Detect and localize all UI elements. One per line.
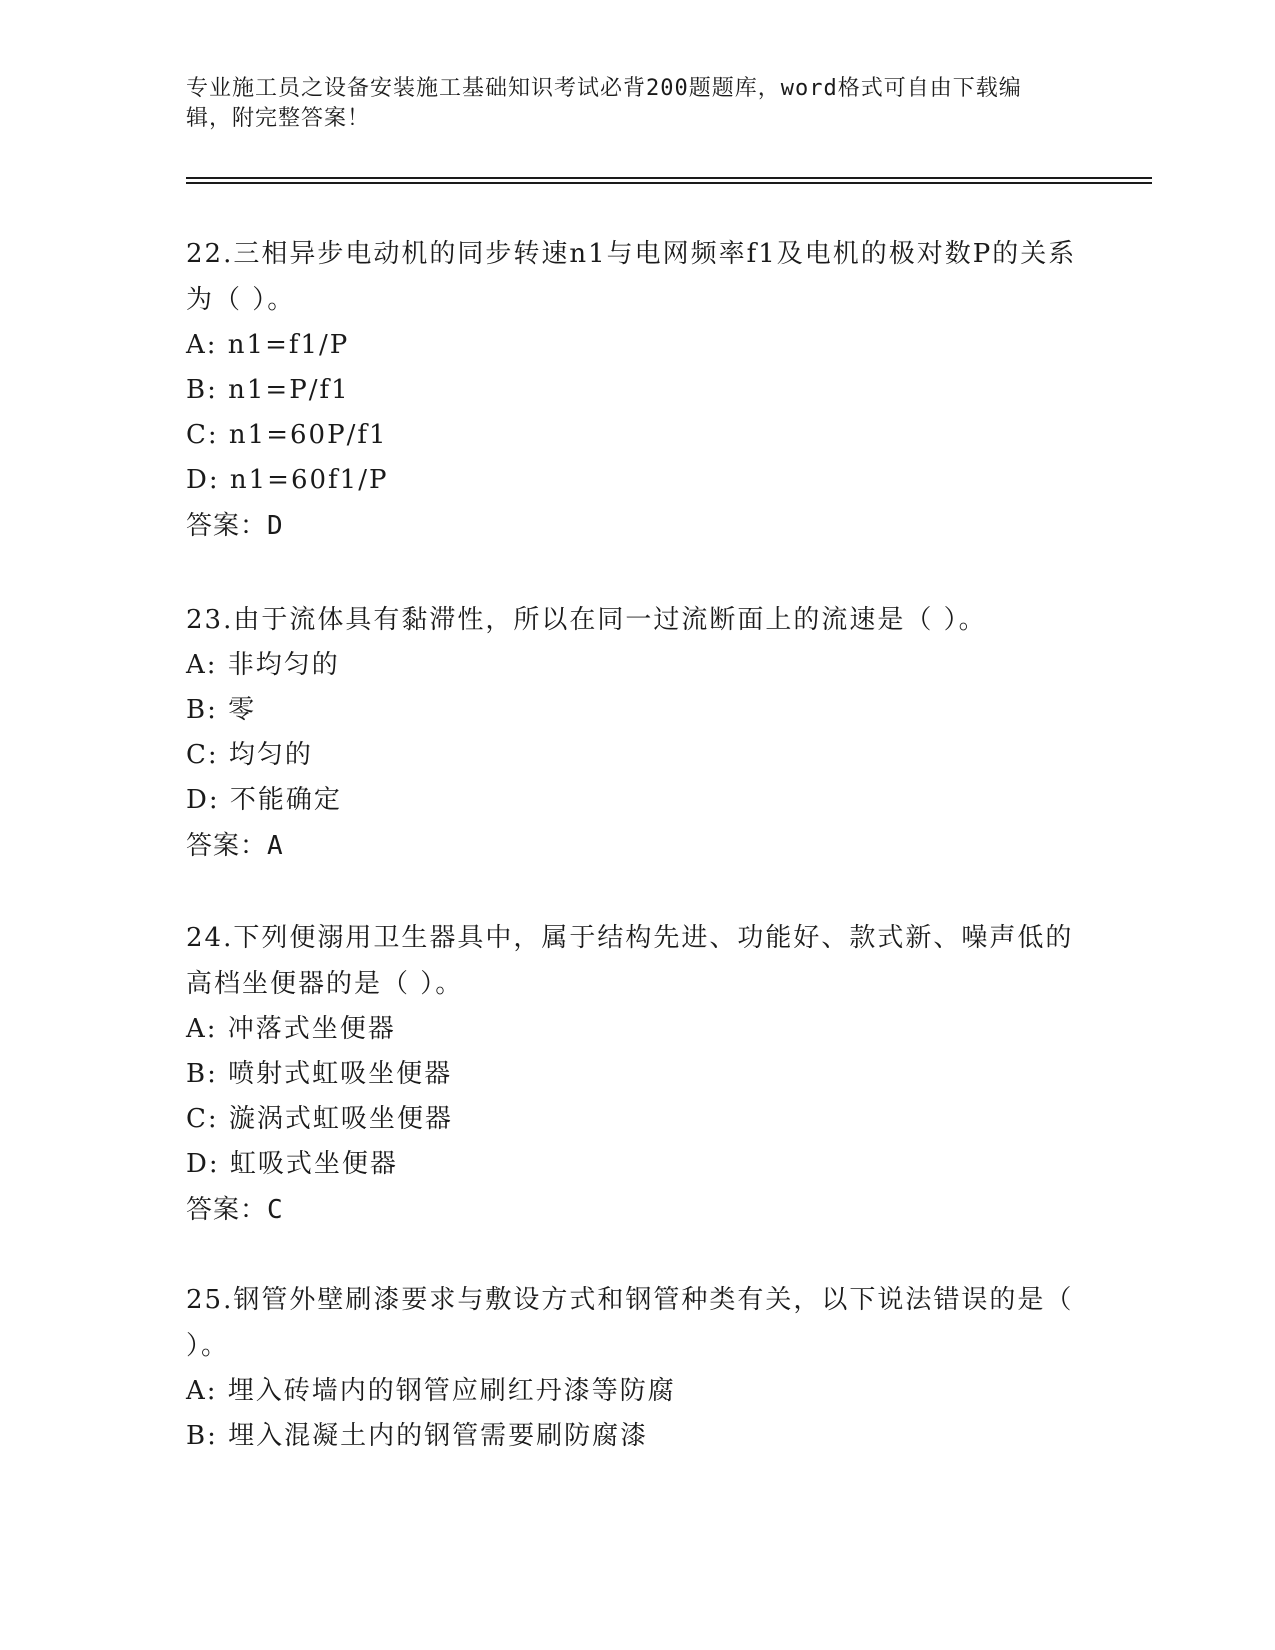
answer-line: 答案：A (186, 831, 284, 861)
option-d: D: n1=60f1/P (186, 465, 389, 495)
question-text: 23.由于流体具有黏滞性，所以在同一过流断面上的流速是（ ）。 (186, 605, 987, 635)
option-c: C: 均匀的 (186, 740, 313, 770)
question-23 (186, 597, 1086, 869)
option-d: D: 虹吸式坐便器 (186, 1149, 398, 1179)
question-22 (186, 231, 1086, 549)
answer-line: 答案：C (186, 1195, 284, 1225)
option-a: A: 埋入砖墙内的钢管应刷红丹漆等防腐 (186, 1376, 676, 1406)
option-a: A: 非均匀的 (186, 650, 340, 680)
question-text: 25.钢管外壁刷漆要求与敷设方式和钢管种类有关，以下说法错误的是（ ）。 (186, 1285, 1074, 1361)
document-title: 专业施工员之设备安装施工基础知识考试必背200题题库，word格式可自由下载编辑，附完整答案！ (186, 76, 1022, 131)
option-c: C: n1=60P/f1 (186, 420, 388, 450)
header-divider-bottom (186, 182, 1152, 184)
question-text: 24.下列便溺用卫生器具中，属于结构先进、功能好、款式新、噪声低的高档坐便器的是（ ）。 (186, 923, 1074, 999)
option-b: B: n1=P/f1 (186, 375, 350, 405)
question-25 (186, 1277, 1086, 1459)
option-a: A: n1=f1/P (186, 330, 350, 360)
question-24 (186, 915, 1086, 1233)
option-a: A: 冲落式坐便器 (186, 1014, 396, 1044)
option-c: C: 漩涡式虹吸坐便器 (186, 1104, 453, 1134)
option-d: D: 不能确定 (186, 785, 342, 815)
option-b: B: 喷射式虹吸坐便器 (186, 1059, 453, 1089)
question-text: 22.三相异步电动机的同步转速n1与电网频率f1及电机的极对数P的关系为（ ）。 (186, 239, 1077, 315)
answer-line: 答案：D (186, 511, 284, 541)
option-b: B: 埋入混凝土内的钢管需要刷防腐漆 (186, 1421, 649, 1451)
option-b: B: 零 (186, 695, 257, 725)
header-divider-top (186, 177, 1152, 179)
